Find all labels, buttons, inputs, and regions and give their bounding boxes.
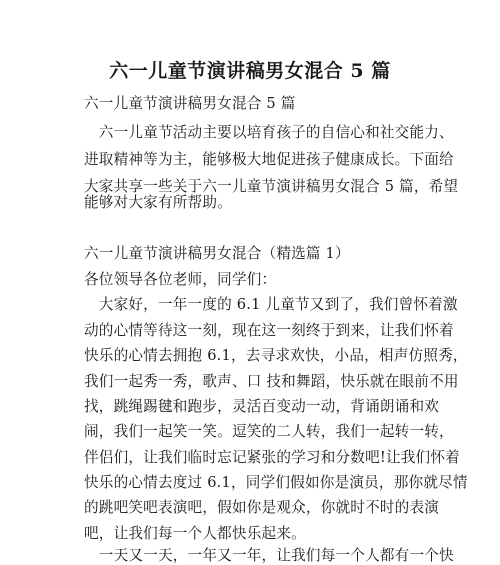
body-line: 快乐的心情去度过 6.1，同学们假如你是演员，那你就尽情 — [84, 474, 468, 491]
intro-line: 大家共享一些关于六一儿童节演讲稿男女混合 5 篇，希望 — [84, 178, 459, 195]
document-subtitle: 六一儿童节演讲稿男女混合 5 篇 — [84, 95, 296, 112]
body-line: 一天又一天，一年又一年，让我们每一个人都有一个快 — [84, 547, 454, 564]
intro-line: 六一儿童节活动主要以培育孩子的自信心和社交能力、 — [84, 124, 454, 141]
body-line: 快乐的心情去拥抱 6.1，去寻求欢快，小品，相声仿照秀， — [84, 347, 468, 364]
greeting: 各位领导各位老师，同学们： — [84, 271, 277, 288]
body-line: 大家好，一年一度的 6.1 儿童节又到了，我们曾怀着激 — [84, 296, 458, 313]
section-heading: 六一儿童节演讲稿男女混合（精选篇 1） — [84, 245, 350, 262]
body-line: 闹，我们一起笑一笑。逗笑的二人转，我们一起转一转， — [84, 423, 454, 440]
body-line: 我们一起秀一秀，歌声、口 技和舞蹈，快乐就在眼前不用 — [84, 373, 459, 390]
body-line: 吧，让我们每一个人都快乐起来。 — [84, 525, 306, 542]
body-line: 找，跳绳踢毽和跑步，灵活百变动一动，背诵朗诵和欢 — [84, 398, 440, 415]
intro-line: 进取精神等为主，能够极大地促进孩子健康成长。下面给 — [84, 151, 454, 168]
body-line: 伴侣们，让我们临时忘记紧张的学习和分数吧!让我们怀着 — [84, 449, 460, 466]
body-line: 动的心情等待这一刻，现在这一刻终于到来，让我们怀着 — [84, 322, 454, 339]
document-title: 六一儿童节演讲稿男女混合 5 篇 — [109, 60, 391, 82]
intro-line: 能够对大家有所帮助。 — [84, 194, 232, 211]
body-line: 的跳吧笑吧表演吧，假如你是观众，你就时不时的表演 — [84, 499, 440, 516]
